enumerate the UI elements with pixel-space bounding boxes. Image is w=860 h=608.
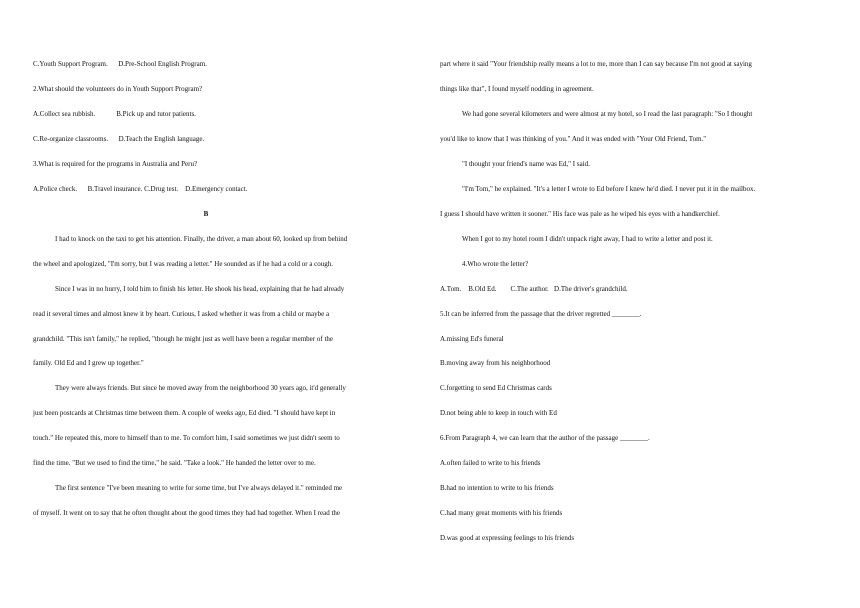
option-line: B.moving away from his neighborhood xyxy=(440,359,551,367)
option-line: C.had many great moments with his friends xyxy=(440,509,563,517)
passage-line: just been postcards at Christmas time between them. A couple of weeks ago, Ed died. "I should have kept in xyxy=(33,409,336,417)
passage-line: you'd like to know that I was thinking of you." And it was ended with "Your Old Friend, Tom." xyxy=(440,135,707,143)
option-line: A.Collect sea rubbish. B.Pick up and tutor patients. xyxy=(33,110,196,118)
option-line: C.forgetting to send Ed Christmas cards xyxy=(440,384,552,392)
option-line: A.missing Ed's funeral xyxy=(440,335,504,343)
passage-line: family. Old Ed and I grew up together." xyxy=(33,359,144,367)
option-line: A.Police check. B.Travel insurance. C.Drug test. D.Emergency contact. xyxy=(33,185,248,193)
option-line: C.Youth Support Program. D.Pre-School English Program. xyxy=(33,60,207,68)
passage-line: I guess I should have written it sooner." His face was pale as he wiped his eyes with a handkerchief. xyxy=(440,210,720,218)
passage-line: I had to knock on the taxi to get his attention. Finally, the driver, a man about 60, looked up from behind xyxy=(55,235,348,243)
passage-line: They were always friends. But since he moved away from the neighborhood 30 years ago, it'd generally xyxy=(55,384,346,392)
passage-line: grandchild. "This isn't family," he replied, "though he might just as well have been a regular member of the xyxy=(33,335,333,343)
passage-line: "I thought your friend's name was Ed," I said. xyxy=(462,160,590,168)
passage-line: of myself. It went on to say that he often thought about the good times they had had together. When I read the xyxy=(33,509,341,517)
passage-line: We had gone several kilometers and were almost at my hotel, so I read the last paragraph: "So I thought xyxy=(462,110,753,118)
passage-line: Since I was in no hurry, I told him to finish his letter. He shook his head, explaining that he had already xyxy=(55,285,345,293)
option-line: B.had no intention to write to his friends xyxy=(440,484,554,492)
question-line: 4.Who wrote the letter? xyxy=(462,260,529,268)
passage-line: part where it said "Your friendship really means a lot to me, more than I can say because I'm not good at saying xyxy=(440,60,752,68)
passage-line: the wheel and apologized, "I'm sorry, but I was reading a letter." He sounded as if he had a cold or a cough. xyxy=(33,260,334,268)
passage-line: "I'm Tom," he explained. "It's a letter I wrote to Ed before I knew he'd died. I never put it in the mailbox. xyxy=(462,185,756,193)
option-line: D.not being able to keep in touch with Ed xyxy=(440,409,557,417)
option-line: A.often failed to write to his friends xyxy=(440,459,541,467)
option-line: D.was good at expressing feelings to his friends xyxy=(440,534,575,542)
option-line: C.Re-organize classrooms. D.Teach the English language. xyxy=(33,135,205,143)
option-line: A.Tom. B.Old Ed. C.The author. D.The driver's grandchild. xyxy=(440,285,628,293)
question-line: 3.What is required for the programs in Australia and Peru? xyxy=(33,160,198,168)
passage-line: touch." He repeated this, more to himself than to me. To comfort him, I said sometimes we just didn't seem to xyxy=(33,434,340,442)
section-heading: B xyxy=(203,210,209,218)
question-line: 2.What should the volunteers do in Youth Support Program? xyxy=(33,85,203,93)
passage-line: find the time. "But we used to find the time," he said. "Take a look." He handed the letter over to me. xyxy=(33,459,316,467)
passage-line: The first sentence "I've been meaning to write for some time, but I've always delayed it." reminded me xyxy=(55,484,343,492)
question-line: 6.From Paragraph 4, we can learn that the author of the passage ________. xyxy=(440,434,650,442)
passage-line: When I got to my hotel room I didn't unpack right away, I had to write a letter and post it. xyxy=(462,235,713,243)
passage-line: read it several times and almost knew it by heart. Curious, I asked whether it was from a child or maybe a xyxy=(33,310,330,318)
passage-line: things like that", I found myself nodding in agreement. xyxy=(440,85,594,93)
question-line: 5.It can be inferred from the passage that the driver regretted ________. xyxy=(440,310,642,318)
